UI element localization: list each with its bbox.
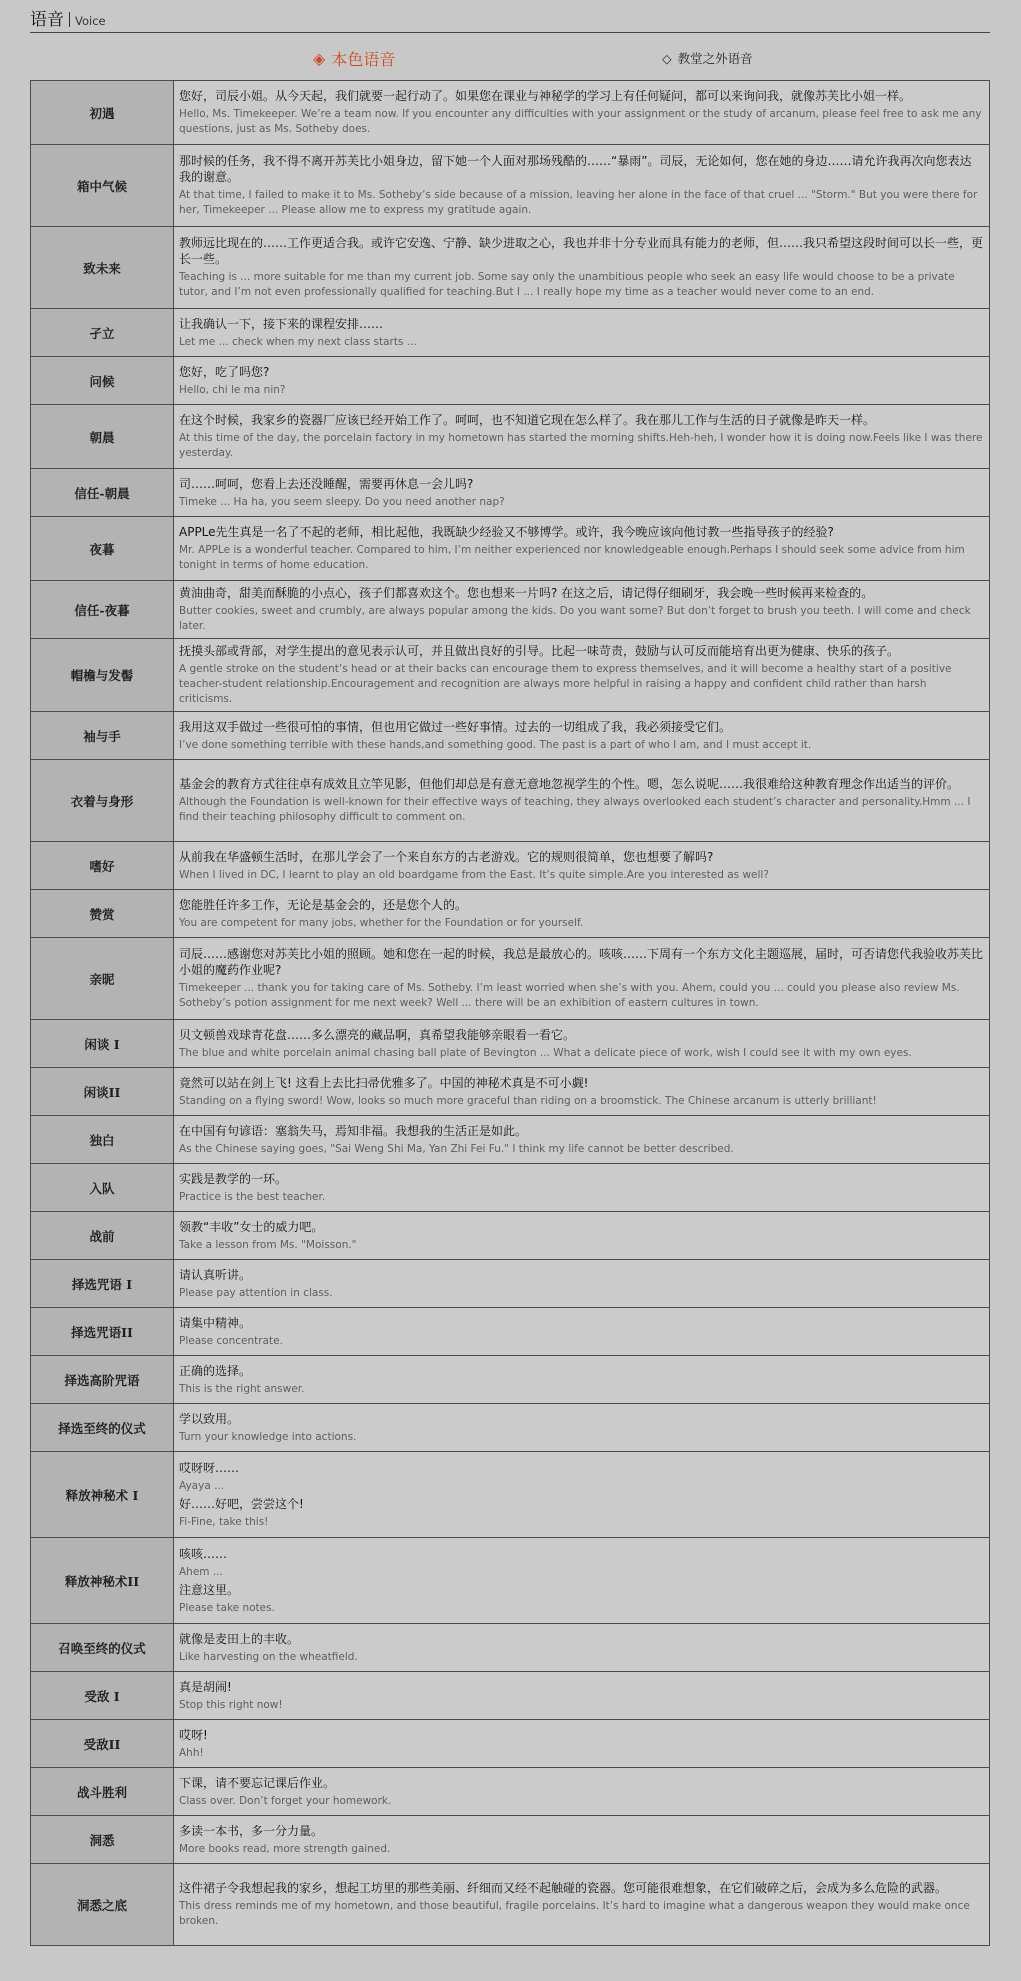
- voice-line-english: Standing on a flying sword! Wow, looks so much more graceful than riding on a broomstick. The Chinese arcanum is utterly brilliant!: [179, 1094, 877, 1107]
- voice-row: [31, 227, 990, 309]
- voice-line-english: Butter cookies, sweet and crumbly, are always popular among the kids. Do you want some? But don’t forget to brush you teeth. I will come and check later.: [179, 605, 971, 632]
- voice-line-english: Fi-Fine, take this!: [179, 1515, 269, 1528]
- voice-line-chinese: 从前我在华盛顿生活时，在那儿学会了一个来自东方的古老游戏。它的规则很简单，您也想要了解吗?: [179, 849, 714, 864]
- voice-label: 独白: [31, 1116, 174, 1164]
- voice-row: [31, 1164, 990, 1212]
- diamond-filled-icon: ◈: [313, 48, 326, 68]
- voice-row: [31, 1720, 990, 1768]
- voice-lines: [174, 760, 990, 842]
- voice-line-english: Mr. APPLe is a wonderful teacher. Compared to him, I’m neither experienced nor knowledgeable enough.Perhaps I should seek some advice from him tonight in terms of home education.: [179, 544, 965, 571]
- voice-label: 入队: [31, 1164, 174, 1212]
- tab-outside-church-voice[interactable]: [662, 44, 753, 72]
- voice-line-chinese: 下课，请不要忘记课后作业。: [179, 1775, 336, 1790]
- voice-line-chinese: 注意这里。: [179, 1582, 240, 1597]
- voice-lines: [174, 1404, 990, 1452]
- voice-line-english: More books read, more strength gained.: [179, 1842, 391, 1855]
- voice-line-english: Timekeeper ... thank you for taking care of Ms. Sotheby. I’m least worried when she’s with you. Ahem, could you ... could you please also review Ms. Sotheby’s potion assignment for me next week? Well ... there will be an exhibition of eastern cultures in town.: [179, 982, 960, 1009]
- voice-line-english: A gentle stroke on the student’s head or at their backs can encourage them to express themselves, and it will become a healthy start of a positive teacher-student relationship.Encouragement and recognition are always more helpful in raising a happy and confident child rather than harsh criticisms.: [179, 663, 952, 705]
- voice-lines: [174, 227, 990, 309]
- voice-line-english: This dress reminds me of my hometown, and those beautiful, fragile porcelains. It’s hard to imagine what a dangerous weapon they would make once broken.: [179, 1900, 970, 1927]
- voice-label: 赞赏: [31, 890, 174, 938]
- page-header: [30, 8, 990, 33]
- tab-label: 本色语音: [331, 49, 396, 69]
- voice-row: [31, 1624, 990, 1672]
- voice-label: 择选咒语II: [31, 1308, 174, 1356]
- voice-lines: [174, 145, 990, 227]
- voice-line-english: Practice is the best teacher.: [179, 1190, 326, 1203]
- voice-line-chinese: 竟然可以站在剑上飞! 这看上去比扫帚优雅多了。中国的神秘术真是不可小觑!: [179, 1075, 589, 1090]
- page-subtitle: Voice: [75, 14, 106, 28]
- voice-label: 择选高阶咒语: [31, 1356, 174, 1404]
- voice-label: 夜暮: [31, 517, 174, 581]
- voice-line-chinese: 贝文顿兽戏球青花盘……多么漂亮的藏品啊，真希望我能够亲眼看一看它。: [179, 1027, 576, 1042]
- voice-label: 孑立: [31, 309, 174, 357]
- voice-lines: [174, 517, 990, 581]
- voice-line-chinese: 实践是教学的一环。: [179, 1171, 288, 1186]
- voice-lines: [174, 1672, 990, 1720]
- voice-lines: [174, 81, 990, 145]
- voice-lines: [174, 842, 990, 890]
- voice-line-english: Teaching is ... more suitable for me than my current job. Some say only the unambitious people who seek an easy life would choose to be a private tutor, and I’m not even professionally qualified for teaching.But I ... I really hope my time as a teacher would never come to an end.: [179, 271, 955, 298]
- voice-lines: [174, 1720, 990, 1768]
- voice-line-english: This is the right answer.: [179, 1382, 305, 1395]
- voice-row: [31, 938, 990, 1020]
- voice-lines: [174, 1212, 990, 1260]
- voice-row: [31, 1672, 990, 1720]
- voice-table: [30, 80, 990, 1946]
- voice-line-english: Please pay attention in class.: [179, 1286, 333, 1299]
- voice-line-chinese: 正确的选择。: [179, 1363, 252, 1378]
- voice-row: [31, 760, 990, 842]
- voice-label: 朝晨: [31, 405, 174, 469]
- voice-lines: [174, 1260, 990, 1308]
- voice-line-english: Let me ... check when my next class starts ...: [179, 335, 417, 348]
- voice-line-english: At this time of the day, the porcelain factory in my hometown has started the morning shifts.Heh-heh, I wonder how it is doing now.Feels like I was there yesterday.: [179, 432, 983, 459]
- voice-label: 择选至终的仪式: [31, 1404, 174, 1452]
- tab-label: 教堂之外语音: [677, 51, 753, 66]
- voice-line-chinese: 就像是麦田上的丰收。: [179, 1631, 300, 1646]
- voice-line-english: Ahh!: [179, 1746, 204, 1759]
- voice-line-chinese: 请集中精神。: [179, 1315, 252, 1330]
- voice-label: 袖与手: [31, 712, 174, 760]
- voice-line-english: Class over. Don’t forget your homework.: [179, 1794, 392, 1807]
- voice-label: 问候: [31, 357, 174, 405]
- voice-row: [31, 842, 990, 890]
- voice-line-chinese: 在这个时候，我家乡的瓷器厂应该已经开始工作了。呵呵，也不知道它现在怎么样了。我在那儿工作与生活的日子就像是昨天一样。: [179, 413, 876, 427]
- voice-lines: [174, 1308, 990, 1356]
- voice-row: [31, 1816, 990, 1864]
- voice-line-chinese: 咳咳……: [179, 1546, 228, 1561]
- voice-tabs: [30, 44, 990, 72]
- voice-row: [31, 405, 990, 469]
- voice-row: [31, 1308, 990, 1356]
- voice-lines: [174, 405, 990, 469]
- voice-line-chinese: 让我确认一下，接下来的课程安排……: [179, 316, 384, 331]
- voice-lines: [174, 357, 990, 405]
- voice-label: 致未来: [31, 227, 174, 309]
- diamond-outline-icon: ◇: [662, 50, 672, 66]
- voice-lines: [174, 581, 990, 639]
- voice-row: [31, 1212, 990, 1260]
- voice-row: [31, 1020, 990, 1068]
- voice-line-chinese: 领教“丰收”女士的威力吧。: [179, 1219, 324, 1234]
- voice-line-english: Like harvesting on the wheatfield.: [179, 1650, 358, 1663]
- voice-row: [31, 469, 990, 517]
- voice-label: 初遇: [31, 81, 174, 145]
- voice-line-chinese: 司……呵呵，您看上去还没睡醒，需要再休息一会儿吗?: [179, 476, 474, 491]
- voice-label: 衣着与身形: [31, 760, 174, 842]
- voice-line-chinese: 多读一本书，多一分力量。: [179, 1823, 324, 1838]
- voice-row: [31, 1864, 990, 1946]
- voice-lines: [174, 1116, 990, 1164]
- voice-line-chinese: 您能胜任许多工作，无论是基金会的，还是您个人的。: [179, 897, 468, 912]
- voice-line-english: Hello, Ms. Timekeeper. We’re a team now. If you encounter any difficulties with your assignment or the study of arcanum, please feel free to ask me any questions, just as Ms. Sotheby does.: [179, 108, 982, 135]
- voice-line-chinese: 哎呀呀……: [179, 1460, 240, 1475]
- voice-label: 信任-夜暮: [31, 581, 174, 639]
- voice-row: [31, 517, 990, 581]
- voice-lines: [174, 1864, 990, 1946]
- voice-line-chinese: 好……好吧，尝尝这个!: [179, 1496, 304, 1511]
- voice-line-english: Hello, chi le ma nin?: [179, 383, 286, 396]
- voice-row: [31, 639, 990, 712]
- voice-line-english: Timeke ... Ha ha, you seem sleepy. Do you need another nap?: [179, 495, 505, 508]
- voice-line-english: Although the Foundation is well-known for their effective ways of teaching, they always overlooked each student’s character and personality.Hmm ... I find their teaching philosophy difficult to comment on.: [179, 796, 971, 823]
- voice-lines: [174, 1020, 990, 1068]
- voice-line-english: Stop this right now!: [179, 1698, 283, 1711]
- voice-label: 释放神秘术II: [31, 1538, 174, 1624]
- voice-line-chinese: 司辰……感谢您对苏芙比小姐的照顾。她和您在一起的时候，我总是最放心的。咳咳……下周有一个东方文化主题巡展，届时，可否请您代我验收苏芙比小姐的魔药作业呢?: [179, 947, 984, 977]
- voice-lines: [174, 1164, 990, 1212]
- voice-line-chinese: 您好，吃了吗您?: [179, 364, 270, 379]
- voice-row: [31, 1404, 990, 1452]
- voice-line-english: Ayaya ...: [179, 1479, 225, 1492]
- voice-line-english: You are competent for many jobs, whether for the Foundation or for yourself.: [179, 916, 584, 929]
- voice-label: 信任-朝晨: [31, 469, 174, 517]
- voice-label: 闲谈 I: [31, 1020, 174, 1068]
- voice-line-chinese: 学以致用。: [179, 1411, 240, 1426]
- page-title: 语音: [30, 10, 64, 30]
- voice-line-chinese: 我用这双手做过一些很可怕的事情，但也用它做过一些好事情。过去的一切组成了我，我必须接受它们。: [179, 719, 732, 734]
- voice-line-chinese: 教师远比现在的……工作更适合我。或许它安逸、宁静、缺少进取之心，我也并非十分专业而具有能力的老师，但……我只希望这段时间可以长一些，更长一些。: [179, 236, 984, 266]
- voice-label: 亲昵: [31, 938, 174, 1020]
- voice-row: [31, 1260, 990, 1308]
- voice-label: 洞悉: [31, 1816, 174, 1864]
- voice-row: [31, 1116, 990, 1164]
- voice-row: [31, 145, 990, 227]
- voice-lines: [174, 639, 990, 712]
- voice-label: 嗜好: [31, 842, 174, 890]
- voice-line-english: When I lived in DC, I learnt to play an old boardgame from the East. It’s quite simple.Are you interested as well?: [179, 868, 769, 881]
- voice-line-chinese: 抚摸头部或背部，对学生提出的意见表示认可，并且做出良好的引导。比起一味苛责，鼓励与认可反而能培育出更为健康、快乐的孩子。: [179, 644, 900, 658]
- voice-row: [31, 357, 990, 405]
- voice-row: [31, 1068, 990, 1116]
- voice-line-chinese: 这件裙子令我想起我的家乡，想起工坊里的那些美丽、纤细而又经不起触碰的瓷器。您可能很难想象，在它们破碎之后，会成为多么危险的武器。: [179, 1881, 948, 1895]
- voice-lines: [174, 1768, 990, 1816]
- title-divider: [69, 12, 70, 27]
- voice-line-chinese: APPLe先生真是一名了不起的老师，相比起他，我既缺少经验又不够博学。或许，我今晚应该向他讨教一些指导孩子的经验?: [179, 525, 834, 539]
- voice-line-english: The blue and white porcelain animal chasing ball plate of Bevington ... What a delicate piece of work, wish I could see it with my own eyes.: [179, 1046, 912, 1059]
- voice-label: 帽檐与发髻: [31, 639, 174, 712]
- voice-row: [31, 1452, 990, 1538]
- voice-line-english: I’ve done something terrible with these hands,and something good. The past is a part of who I am, and I must accept it.: [179, 738, 812, 751]
- voice-row: [31, 1356, 990, 1404]
- voice-lines: [174, 1452, 990, 1538]
- voice-line-chinese: 请认真听讲。: [179, 1267, 252, 1282]
- voice-label: 战斗胜利: [31, 1768, 174, 1816]
- voice-line-english: At that time, I failed to make it to Ms. Sotheby’s side because of a mission, leaving her alone in the face of that cruel ... "Storm." But you were there for her, Timekeeper ... Please allow me to express my gratitude again.: [179, 189, 978, 216]
- voice-lines: [174, 1356, 990, 1404]
- voice-label: 洞悉之底: [31, 1864, 174, 1946]
- voice-lines: [174, 1538, 990, 1624]
- voice-line-english: Turn your knowledge into actions.: [179, 1430, 357, 1443]
- voice-row: [31, 890, 990, 938]
- voice-line-english: Ahem ...: [179, 1565, 223, 1578]
- voice-row: [31, 1768, 990, 1816]
- voice-row: [31, 81, 990, 145]
- voice-label: 择选咒语 I: [31, 1260, 174, 1308]
- voice-line-english: As the Chinese saying goes, "Sai Weng Shi Ma, Yan Zhi Fei Fu." I think my life cannot be better described.: [179, 1142, 734, 1155]
- voice-row: [31, 1538, 990, 1624]
- voice-line-chinese: 您好，司辰小姐。从今天起，我们就要一起行动了。如果您在课业与神秘学的学习上有任何疑问，都可以来询问我，就像苏芙比小姐一样。: [179, 89, 912, 103]
- voice-lines: [174, 890, 990, 938]
- voice-line-chinese: 那时候的任务，我不得不离开苏芙比小姐身边，留下她一个人面对那场残酷的……“暴雨”。司辰，无论如何，您在她的身边……请允许我再次向您表达我的谢意。: [179, 154, 972, 184]
- voice-line-chinese: 在中国有句谚语：塞翁失马，焉知非福。我想我的生活正是如此。: [179, 1123, 528, 1138]
- voice-line-english: Please concentrate.: [179, 1334, 283, 1347]
- voice-row: [31, 309, 990, 357]
- voice-label: 闲谈II: [31, 1068, 174, 1116]
- voice-line-english: Take a lesson from Ms. "Moisson.": [179, 1238, 357, 1251]
- voice-row: [31, 712, 990, 760]
- voice-lines: [174, 309, 990, 357]
- voice-label: 受敌II: [31, 1720, 174, 1768]
- voice-label: 受敌 I: [31, 1672, 174, 1720]
- voice-line-chinese: 黄油曲奇，甜美而酥脆的小点心，孩子们都喜欢这个。您也想来一片吗? 在这之后，请记得仔细刷牙，我会晚一些时候再来检查的。: [179, 586, 874, 600]
- voice-line-chinese: 基金会的教育方式往往卓有成效且立竿见影，但他们却总是有意无意地忽视学生的个性。嗯，怎么说呢……我很难给这种教育理念作出适当的评价。: [179, 777, 960, 791]
- voice-lines: [174, 712, 990, 760]
- voice-line-english: Please take notes.: [179, 1601, 275, 1614]
- voice-line-chinese: 哎呀!: [179, 1727, 208, 1742]
- tab-default-voice[interactable]: [313, 44, 395, 72]
- voice-row: [31, 581, 990, 639]
- voice-lines: [174, 1068, 990, 1116]
- voice-label: 释放神秘术 I: [31, 1452, 174, 1538]
- voice-lines: [174, 1816, 990, 1864]
- voice-lines: [174, 1624, 990, 1672]
- voice-line-chinese: 真是胡闹!: [179, 1679, 232, 1694]
- voice-lines: [174, 938, 990, 1020]
- voice-label: 召唤至终的仪式: [31, 1624, 174, 1672]
- voice-label: 箱中气候: [31, 145, 174, 227]
- voice-lines: [174, 469, 990, 517]
- voice-label: 战前: [31, 1212, 174, 1260]
